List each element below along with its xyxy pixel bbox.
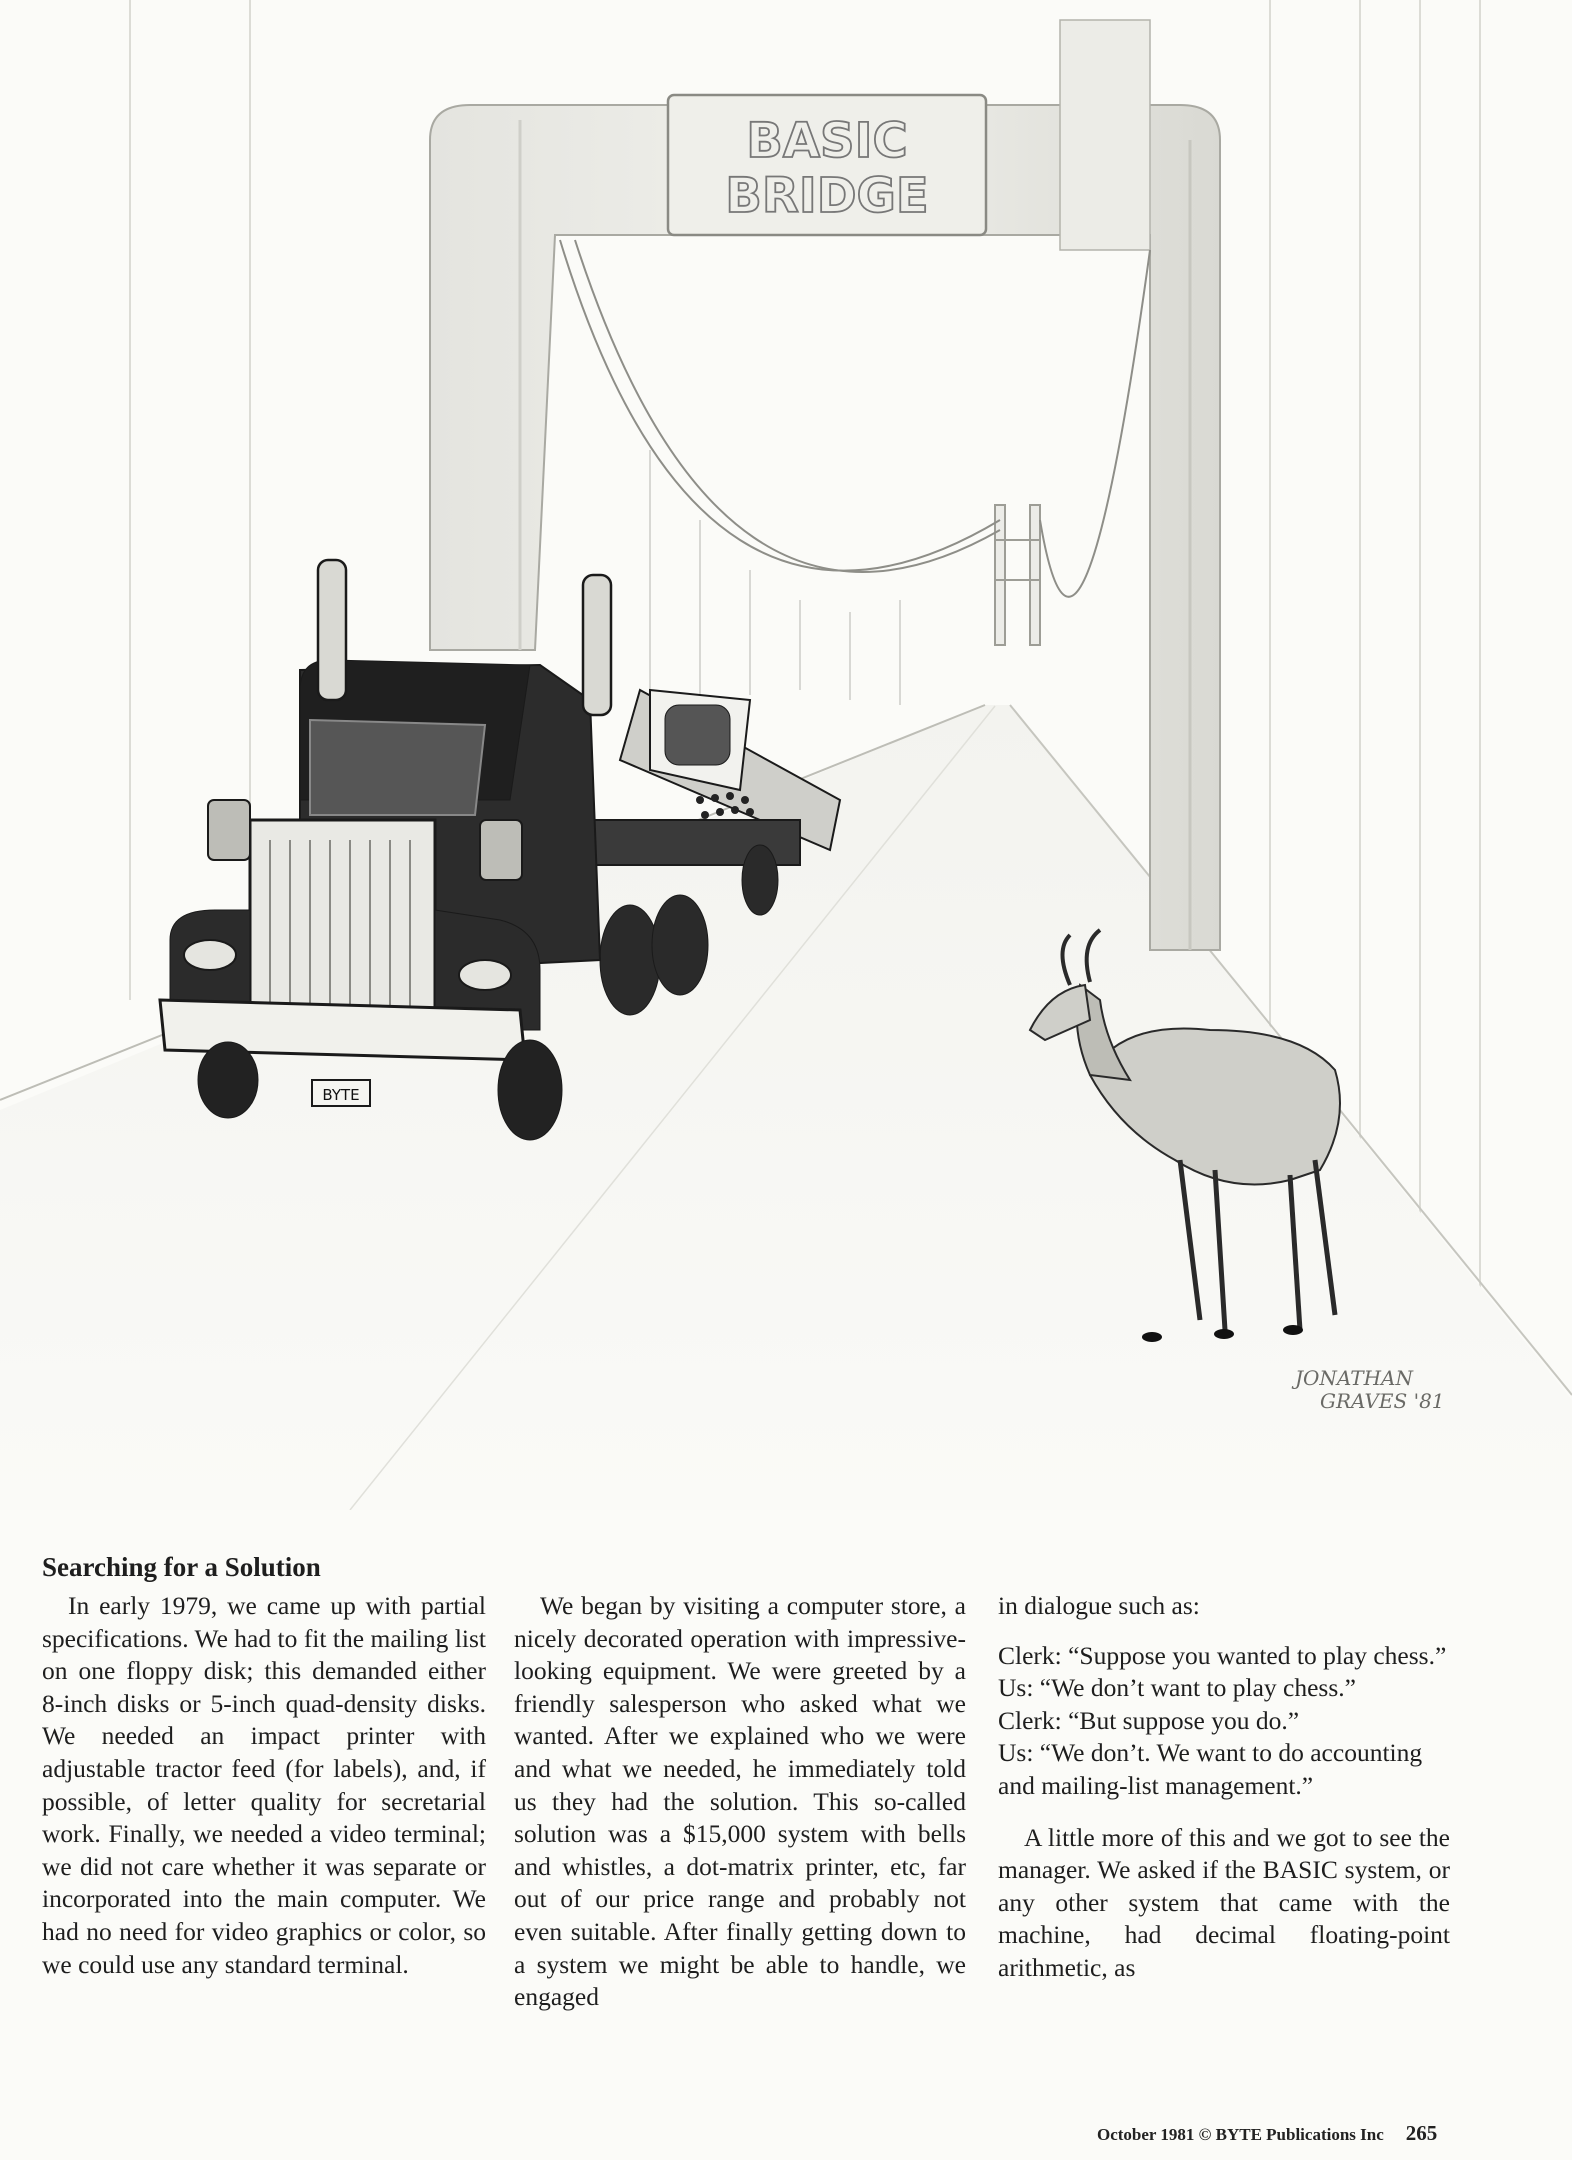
suspension-cables bbox=[560, 240, 1150, 597]
dialogue-block bbox=[998, 1640, 1450, 1803]
article-column-3 bbox=[998, 1590, 1450, 1985]
sign-text-line2: BRIDGE bbox=[725, 168, 929, 224]
paragraph-computer-store: We began by visiting a computer store, a nicely decorated operation with impressive-looking equipment. We were greeted by a friendly salesperson who asked what we wanted. After we explained who we were and what we needed, he immediately told us they had the solution. This so-called solution was a $15,000 system with bells and whistles, a dot-matrix printer, etc, far out of our price range and probably not even suitable. After finally getting down to a system we might be able to handle, we engaged bbox=[514, 1591, 966, 2012]
page-footer bbox=[1097, 2121, 1437, 2146]
signature-line2: GRAVES '81 bbox=[1320, 1389, 1445, 1413]
article-column-2 bbox=[514, 1590, 966, 2014]
bridge-sign bbox=[668, 95, 986, 235]
signature-line1: JONATHAN bbox=[1295, 1366, 1413, 1390]
distant-tower bbox=[995, 505, 1040, 645]
dialogue-line: Clerk: “Suppose you wanted to play chess.” bbox=[998, 1640, 1447, 1670]
license-plate-text: BYTE bbox=[322, 1086, 360, 1104]
dialogue-line: Us: “We don’t. We want to do accounting and mailing-list management.” bbox=[998, 1738, 1423, 1800]
section-heading: Searching for a Solution bbox=[42, 1552, 321, 1582]
paragraph-specifications: In early 1979, we came up with partial specifications. We had to fit the mailing list on one floppy disk; this demanded either 8-inch disks or 5-inch quad-density disks. We needed an impact printer with adjustable tractor feed (for labels), and, if possible, of letter quality for secretarial work. Finally, we needed a video terminal; we did not care whether it was separate or incorporated into the main computer. We had no need for video graphics or color, so we could use any standard terminal. bbox=[42, 1591, 486, 1979]
paragraph-manager: A little more of this and we got to see the manager. We asked if the BASIC system, or any other system that came with the machine, had decimal floating-point arithmetic, as bbox=[998, 1822, 1450, 1982]
dialogue-line: Us: “We don’t want to play chess.” bbox=[998, 1673, 1356, 1703]
page-number: 265 bbox=[1405, 2121, 1438, 2145]
article-column-1 bbox=[42, 1590, 486, 1981]
hanger-lines bbox=[650, 450, 900, 720]
sign-text-line1: BASIC bbox=[746, 113, 908, 169]
dialogue-line: Clerk: “But suppose you do.” bbox=[998, 1705, 1300, 1735]
footer-credit: October 1981 © BYTE Publications Inc bbox=[1097, 2125, 1384, 2144]
paragraph-dialogue-intro: in dialogue such as: bbox=[998, 1591, 1200, 1620]
